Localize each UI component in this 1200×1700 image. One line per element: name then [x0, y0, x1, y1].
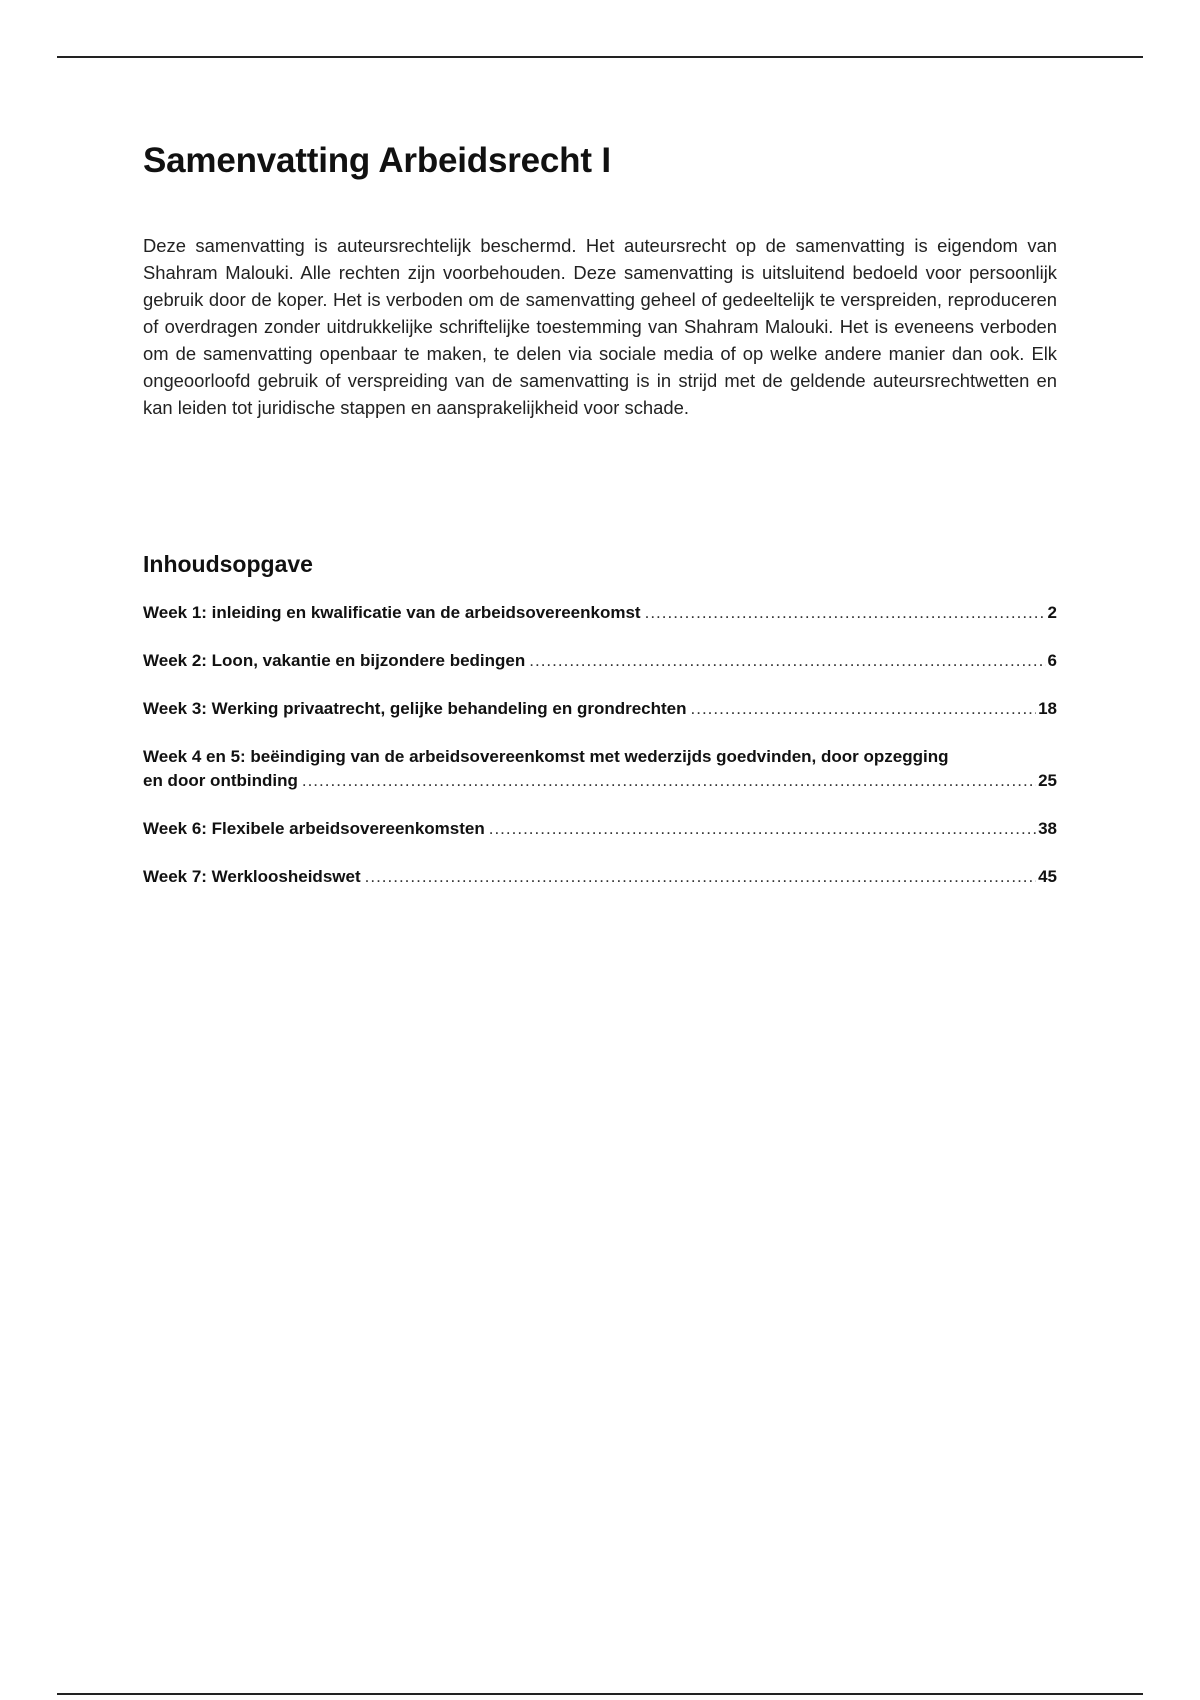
toc-dot-leader	[691, 697, 1037, 721]
toc-entry-week-4-5[interactable]	[143, 745, 1057, 793]
bottom-rule	[57, 1693, 1143, 1695]
toc-entry-label: Week 6: Flexibele arbeidsovereenkomsten	[143, 818, 485, 838]
toc-dot-leader	[529, 649, 1045, 673]
toc-dot-leader	[302, 769, 1036, 793]
toc-entry-page: 18	[1038, 698, 1057, 718]
table-of-contents	[143, 601, 1057, 889]
toc-entry-page: 2	[1047, 602, 1057, 622]
toc-heading: Inhoudsopgave	[143, 551, 313, 577]
toc-entry-week-7[interactable]	[143, 865, 1057, 889]
toc-entry-page: 6	[1047, 650, 1057, 670]
toc-entry-page: 25	[1038, 770, 1057, 790]
document-title: Samenvatting Arbeidsrecht I	[143, 141, 611, 180]
toc-entry-week-3[interactable]	[143, 697, 1057, 721]
toc-dot-leader	[645, 601, 1046, 625]
toc-entry-week-6[interactable]	[143, 817, 1057, 841]
toc-entry-label: Week 3: Werking privaatrecht, gelijke behandeling en grondrechten	[143, 698, 687, 718]
toc-entry-label: Week 2: Loon, vakantie en bijzondere bedingen	[143, 650, 526, 670]
document-page	[143, 140, 1057, 913]
toc-entry-label: Week 1: inleiding en kwalificatie van de arbeidsovereenkomst	[143, 602, 641, 622]
copyright-notice: Deze samenvatting is auteursrechtelijk beschermd. Het auteursrecht op de samenvatting is eigendom van Shahram Malouki. Alle rechten zijn voorbehouden. Deze samenvatting is uitsluitend bedoeld voor persoonlijk gebruik door de koper. Het is verboden om de samenvatting geheel of gedeeltelijk te verspreiden, reproduceren of overdragen zonder uitdrukkelijke schriftelijke toestemming van Shahram Malouki. Het is eveneens verboden om de samenvatting openbaar te maken, te delen via sociale media of op welke andere manier dan ook. Elk ongeoorloofd gebruik of verspreiding van de samenvatting is in strijd met de geldende auteursrechtwetten en kan leiden tot juridische stappen en aansprakelijkheid voor schade.	[143, 235, 1057, 418]
toc-entry-week-2[interactable]	[143, 649, 1057, 673]
toc-entry-week-1[interactable]	[143, 601, 1057, 625]
toc-entry-label-line-1: Week 4 en 5: beëindiging van de arbeidsovereenkomst met wederzijds goedvinden, door opzegging	[143, 746, 949, 766]
toc-entry-page: 45	[1038, 866, 1057, 886]
toc-entry-label: Week 7: Werkloosheidswet	[143, 866, 361, 886]
toc-dot-leader	[489, 817, 1036, 841]
toc-entry-label-line-2: en door ontbinding	[143, 770, 298, 790]
top-rule	[57, 56, 1143, 58]
toc-dot-leader	[365, 865, 1036, 889]
toc-entry-page: 38	[1038, 818, 1057, 838]
